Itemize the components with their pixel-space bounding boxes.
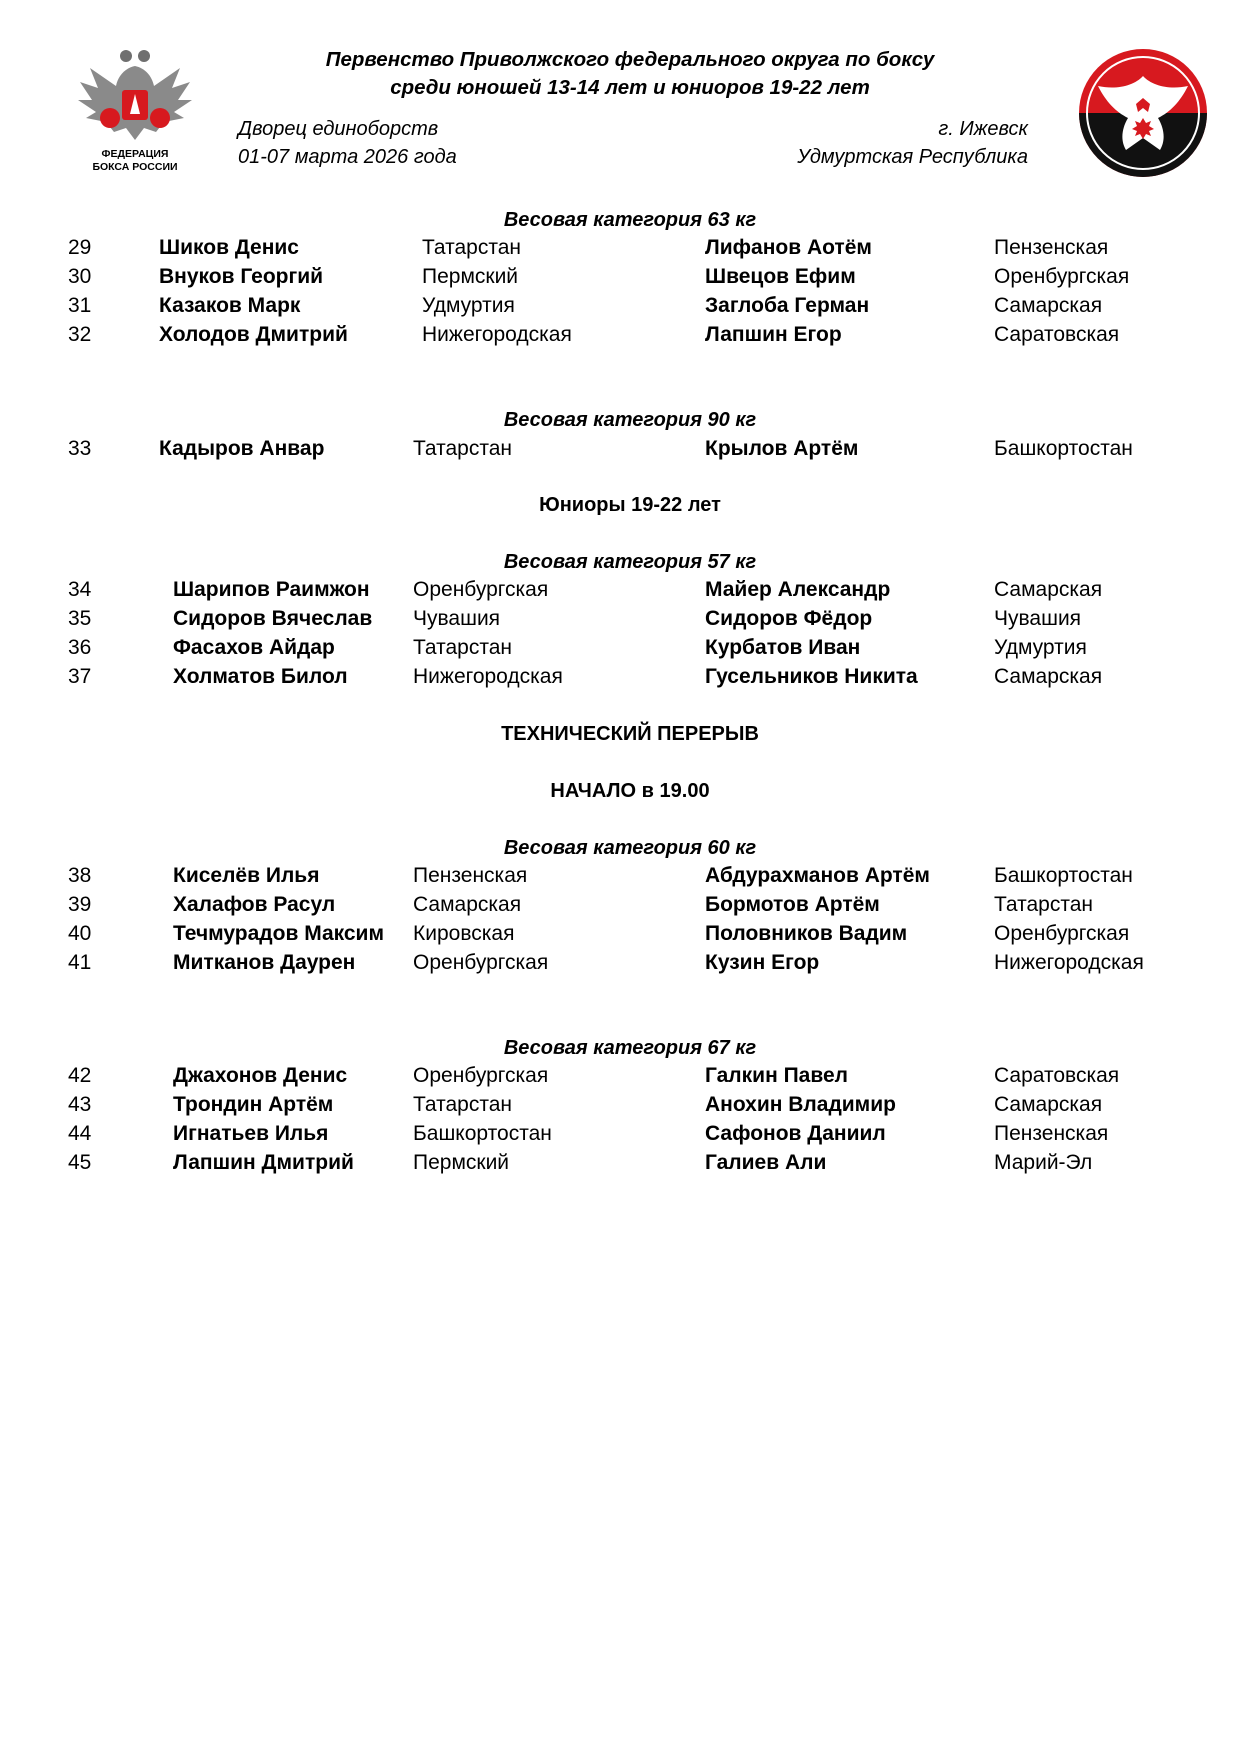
bout-number: 36: [68, 636, 92, 659]
blue-corner-boxer: Лапшин Егор: [705, 323, 842, 346]
red-corner-boxer: Трондин Артём: [173, 1093, 334, 1116]
title-line-1: Первенство Приволжского федерального округа по боксу: [325, 48, 935, 71]
venue: Дворец единоборств: [238, 118, 439, 140]
blue-corner-boxer: Галкин Павел: [705, 1064, 849, 1087]
blue-corner-region: Оренбургская: [994, 265, 1130, 288]
bout-number: 38: [68, 864, 92, 887]
region: Удмуртская Республика: [797, 146, 1028, 168]
bout-number: 30: [68, 265, 92, 288]
bout-number: 39: [68, 893, 92, 916]
blue-corner-boxer: Швецов Ефим: [705, 265, 856, 288]
red-corner-boxer: Течмурадов Максим: [173, 922, 384, 945]
start-time-notice: НАЧАЛО в 19.00: [550, 780, 710, 802]
blue-corner-region: Чувашия: [994, 607, 1082, 630]
red-corner-boxer: Митканов Даурен: [173, 951, 356, 974]
title-line-2: среди юношей 13-14 лет и юниоров 19-22 лет: [390, 76, 870, 99]
weight-category-67: Весовая категория 67 кг: [503, 1037, 757, 1059]
blue-corner-region: Самарская: [994, 1093, 1103, 1116]
city: г. Ижевск: [938, 118, 1028, 140]
weight-category-63: Весовая категория 63 кг: [503, 209, 757, 231]
dates: 01-07 марта 2026 года: [238, 146, 457, 168]
weight-category-90: Весовая категория 90 кг: [503, 409, 757, 431]
bout-row: [0, 951, 1241, 979]
blue-corner-region: Удмуртия: [994, 636, 1087, 659]
red-corner-region: Башкортостан: [413, 1122, 552, 1145]
federation-logo-caption: [72, 148, 198, 174]
bout-row: [0, 236, 1241, 264]
red-corner-boxer: Шиков Денис: [159, 236, 299, 259]
bout-number: 29: [68, 236, 92, 259]
red-corner-boxer: Шарипов Раимжон: [173, 578, 370, 601]
bout-number: 44: [68, 1122, 92, 1145]
blue-corner-region: Пензенская: [994, 236, 1109, 259]
bout-row: [0, 1093, 1241, 1121]
bout-row: [0, 636, 1241, 664]
udmurtia-emblem-icon: [1076, 46, 1210, 180]
red-corner-region: Самарская: [413, 893, 522, 916]
red-corner-region: Пермский: [422, 265, 519, 288]
blue-corner-region: Самарская: [994, 665, 1103, 688]
federation-logo-text-2: БОКСА РОССИИ: [92, 161, 178, 173]
blue-corner-region: Самарская: [994, 294, 1103, 317]
juniors-heading: Юниоры 19-22 лет: [539, 494, 721, 516]
red-corner-boxer: Фасахов Айдар: [173, 636, 335, 659]
blue-corner-boxer: Галиев Али: [705, 1151, 827, 1174]
blue-corner-boxer: Половников Вадим: [705, 922, 908, 945]
red-corner-region: Оренбургская: [413, 951, 549, 974]
blue-corner-region: Саратовская: [994, 1064, 1120, 1087]
red-corner-region: Нижегородская: [413, 665, 563, 688]
red-corner-boxer: Холодов Дмитрий: [159, 323, 348, 346]
bout-row: [0, 294, 1241, 322]
blue-corner-region: Нижегородская: [994, 951, 1144, 974]
red-corner-region: Нижегородская: [422, 323, 572, 346]
red-corner-boxer: Халафов Расул: [173, 893, 336, 916]
blue-corner-region: Башкортостан: [994, 437, 1133, 460]
red-corner-region: Татарстан: [413, 437, 513, 460]
bout-number: 41: [68, 951, 92, 974]
red-corner-boxer: Игнатьев Илья: [173, 1122, 329, 1145]
blue-corner-region: Башкортостан: [994, 864, 1133, 887]
bout-number: 43: [68, 1093, 92, 1116]
red-corner-boxer: Киселёв Илья: [173, 864, 320, 887]
bout-number: 34: [68, 578, 92, 601]
red-corner-region: Татарстан: [413, 636, 513, 659]
bout-number: 32: [68, 323, 92, 346]
blue-corner-boxer: Майер Александр: [705, 578, 891, 601]
red-corner-region: Татарстан: [422, 236, 522, 259]
red-corner-boxer: Сидоров Вячеслав: [173, 607, 373, 630]
federation-logo-text-1: ФЕДЕРАЦИЯ: [101, 148, 169, 160]
blue-corner-boxer: Сафонов Даниил: [705, 1122, 886, 1145]
bout-row: [0, 578, 1241, 606]
weight-category-57: Весовая категория 57 кг: [503, 551, 757, 573]
blue-corner-region: Марий-Эл: [994, 1151, 1093, 1174]
bout-number: 45: [68, 1151, 92, 1174]
blue-corner-region: Самарская: [994, 578, 1103, 601]
red-corner-region: Удмуртия: [422, 294, 515, 317]
blue-corner-boxer: Сидоров Фёдор: [705, 607, 873, 630]
bout-row: [0, 437, 1241, 465]
red-corner-region: Пермский: [413, 1151, 510, 1174]
red-corner-boxer: Джахонов Денис: [173, 1064, 348, 1087]
bout-number: 42: [68, 1064, 92, 1087]
bout-number: 40: [68, 922, 92, 945]
blue-corner-boxer: Крылов Артём: [705, 437, 859, 460]
bout-number: 31: [68, 294, 92, 317]
bout-row: [0, 893, 1241, 921]
bout-row: [0, 1064, 1241, 1092]
bout-row: [0, 864, 1241, 892]
red-corner-boxer: Лапшин Дмитрий: [173, 1151, 354, 1174]
blue-corner-region: Оренбургская: [994, 922, 1130, 945]
red-corner-boxer: Внуков Георгий: [159, 265, 324, 288]
red-corner-region: Чувашия: [413, 607, 501, 630]
blue-corner-region: Пензенская: [994, 1122, 1109, 1145]
blue-corner-boxer: Бормотов Артём: [705, 893, 880, 916]
technical-break-notice: ТЕХНИЧЕСКИЙ ПЕРЕРЫВ: [501, 723, 759, 745]
blue-corner-boxer: Гусельников Никита: [705, 665, 918, 688]
red-corner-boxer: Казаков Марк: [159, 294, 301, 317]
bout-number: 33: [68, 437, 92, 460]
blue-corner-region: Татарстан: [994, 893, 1094, 916]
bout-number: 35: [68, 607, 92, 630]
red-corner-region: Кировская: [413, 922, 515, 945]
bout-row: [0, 1122, 1241, 1150]
blue-corner-boxer: Лифанов Аотём: [705, 236, 872, 259]
bout-row: [0, 265, 1241, 293]
red-corner-region: Оренбургская: [413, 578, 549, 601]
bout-row: [0, 665, 1241, 693]
bout-number: 37: [68, 665, 92, 688]
weight-category-60: Весовая категория 60 кг: [503, 837, 757, 859]
bout-row: [0, 323, 1241, 351]
blue-corner-boxer: Абдурахманов Артём: [705, 864, 930, 887]
blue-corner-boxer: Анохин Владимир: [705, 1093, 896, 1116]
blue-corner-boxer: Заглоба Герман: [705, 294, 870, 317]
blue-corner-region: Саратовская: [994, 323, 1120, 346]
red-corner-boxer: Кадыров Анвар: [159, 437, 325, 460]
red-corner-region: Оренбургская: [413, 1064, 549, 1087]
bout-row: [0, 1151, 1241, 1179]
red-corner-region: Пензенская: [413, 864, 528, 887]
bout-row: [0, 607, 1241, 635]
red-corner-region: Татарстан: [413, 1093, 513, 1116]
red-corner-boxer: Холматов Билол: [173, 665, 348, 688]
blue-corner-boxer: Кузин Егор: [705, 951, 820, 974]
bout-row: [0, 922, 1241, 950]
blue-corner-boxer: Курбатов Иван: [705, 636, 861, 659]
